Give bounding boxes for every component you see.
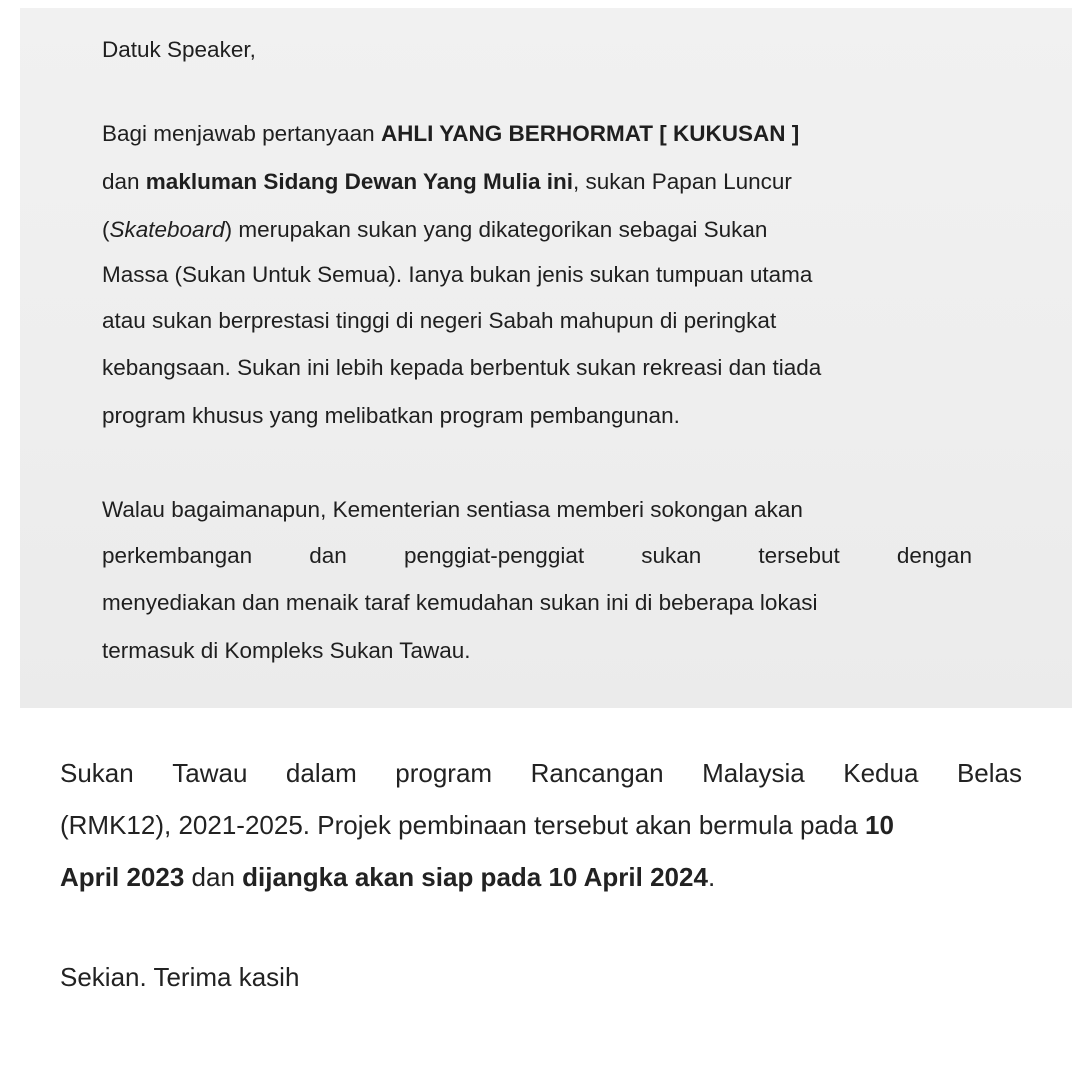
p1-l1-text: Bagi menjawab pertanyaan xyxy=(102,121,381,146)
word: Kedua xyxy=(843,758,919,788)
word: program xyxy=(395,758,493,788)
p1-l1-bold: AHLI YANG BERHORMAT [ KUKUSAN ] xyxy=(380,121,800,146)
p1-l3-text-a: ( xyxy=(102,217,110,242)
word: tersebut xyxy=(758,543,840,568)
word: Tawau xyxy=(172,758,248,788)
word: sukan xyxy=(641,543,702,568)
bottom-l3-period: . xyxy=(707,862,716,892)
paragraph1-line6: kebangsaan. Sukan ini lebih kepada berbentuk sukan rekreasi dan tiada xyxy=(102,355,822,380)
bottom-l3-text: dan xyxy=(184,862,243,892)
paragraph1-line7: program khusus yang melibatkan program pembangunan. xyxy=(102,403,680,428)
p1-l3-italic: Skateboard xyxy=(109,217,225,242)
bottom-line3 xyxy=(60,862,715,893)
word: perkembangan xyxy=(102,543,253,568)
paragraph1-line1 xyxy=(102,121,799,147)
bottom-l2-text: (RMK12), 2021-2025. Projek pembinaan tersebut akan bermula pada xyxy=(60,810,866,840)
p1-l2-bold: makluman Sidang Dewan Yang Mulia ini xyxy=(145,169,573,194)
bottom-l2-bold: 10 xyxy=(865,810,894,840)
bottom-l3-bold-phrase: dijangka akan siap pada 10 April 2024 xyxy=(242,862,708,892)
paragraph2-line1: Walau bagaimanapun, Kementerian sentiasa memberi sokongan akan xyxy=(102,497,803,522)
word: dan xyxy=(309,543,347,568)
p1-l3-text-c: ) merupakan sukan yang dikategorikan sebagai Sukan xyxy=(224,217,768,242)
paragraph1-line3 xyxy=(102,217,767,243)
paragraph2-line4: termasuk di Kompleks Sukan Tawau. xyxy=(102,638,471,663)
paragraph2-line3: menyediakan dan menaik taraf kemudahan sukan ini di beberapa lokasi xyxy=(102,590,818,615)
word: Sukan xyxy=(60,758,134,788)
word: Belas xyxy=(956,758,1022,788)
p1-l2-text-a: dan xyxy=(102,169,146,194)
paragraph1-line2 xyxy=(102,169,792,195)
paragraph1-line4: Massa (Sukan Untuk Semua). Ianya bukan jenis sukan tumpuan utama xyxy=(102,262,813,287)
salutation: Datuk Speaker, xyxy=(102,37,256,62)
p1-l2-text-c: , sukan Papan Luncur xyxy=(572,169,792,194)
paragraph2-line2 xyxy=(102,543,972,569)
bottom-line2 xyxy=(60,810,894,841)
word: Malaysia xyxy=(702,758,805,788)
paragraph1-line5: atau sukan berprestasi tinggi di negeri Sabah mahupun di peringkat xyxy=(102,308,777,333)
bottom-line1 xyxy=(60,758,1022,789)
closing-line: Sekian. Terima kasih xyxy=(60,962,300,992)
word: penggiat-penggiat xyxy=(403,543,585,568)
word: dalam xyxy=(285,758,357,788)
word: Rancangan xyxy=(530,758,664,788)
bottom-l3-bold-date: April 2023 xyxy=(60,862,185,892)
word: dengan xyxy=(896,543,972,568)
